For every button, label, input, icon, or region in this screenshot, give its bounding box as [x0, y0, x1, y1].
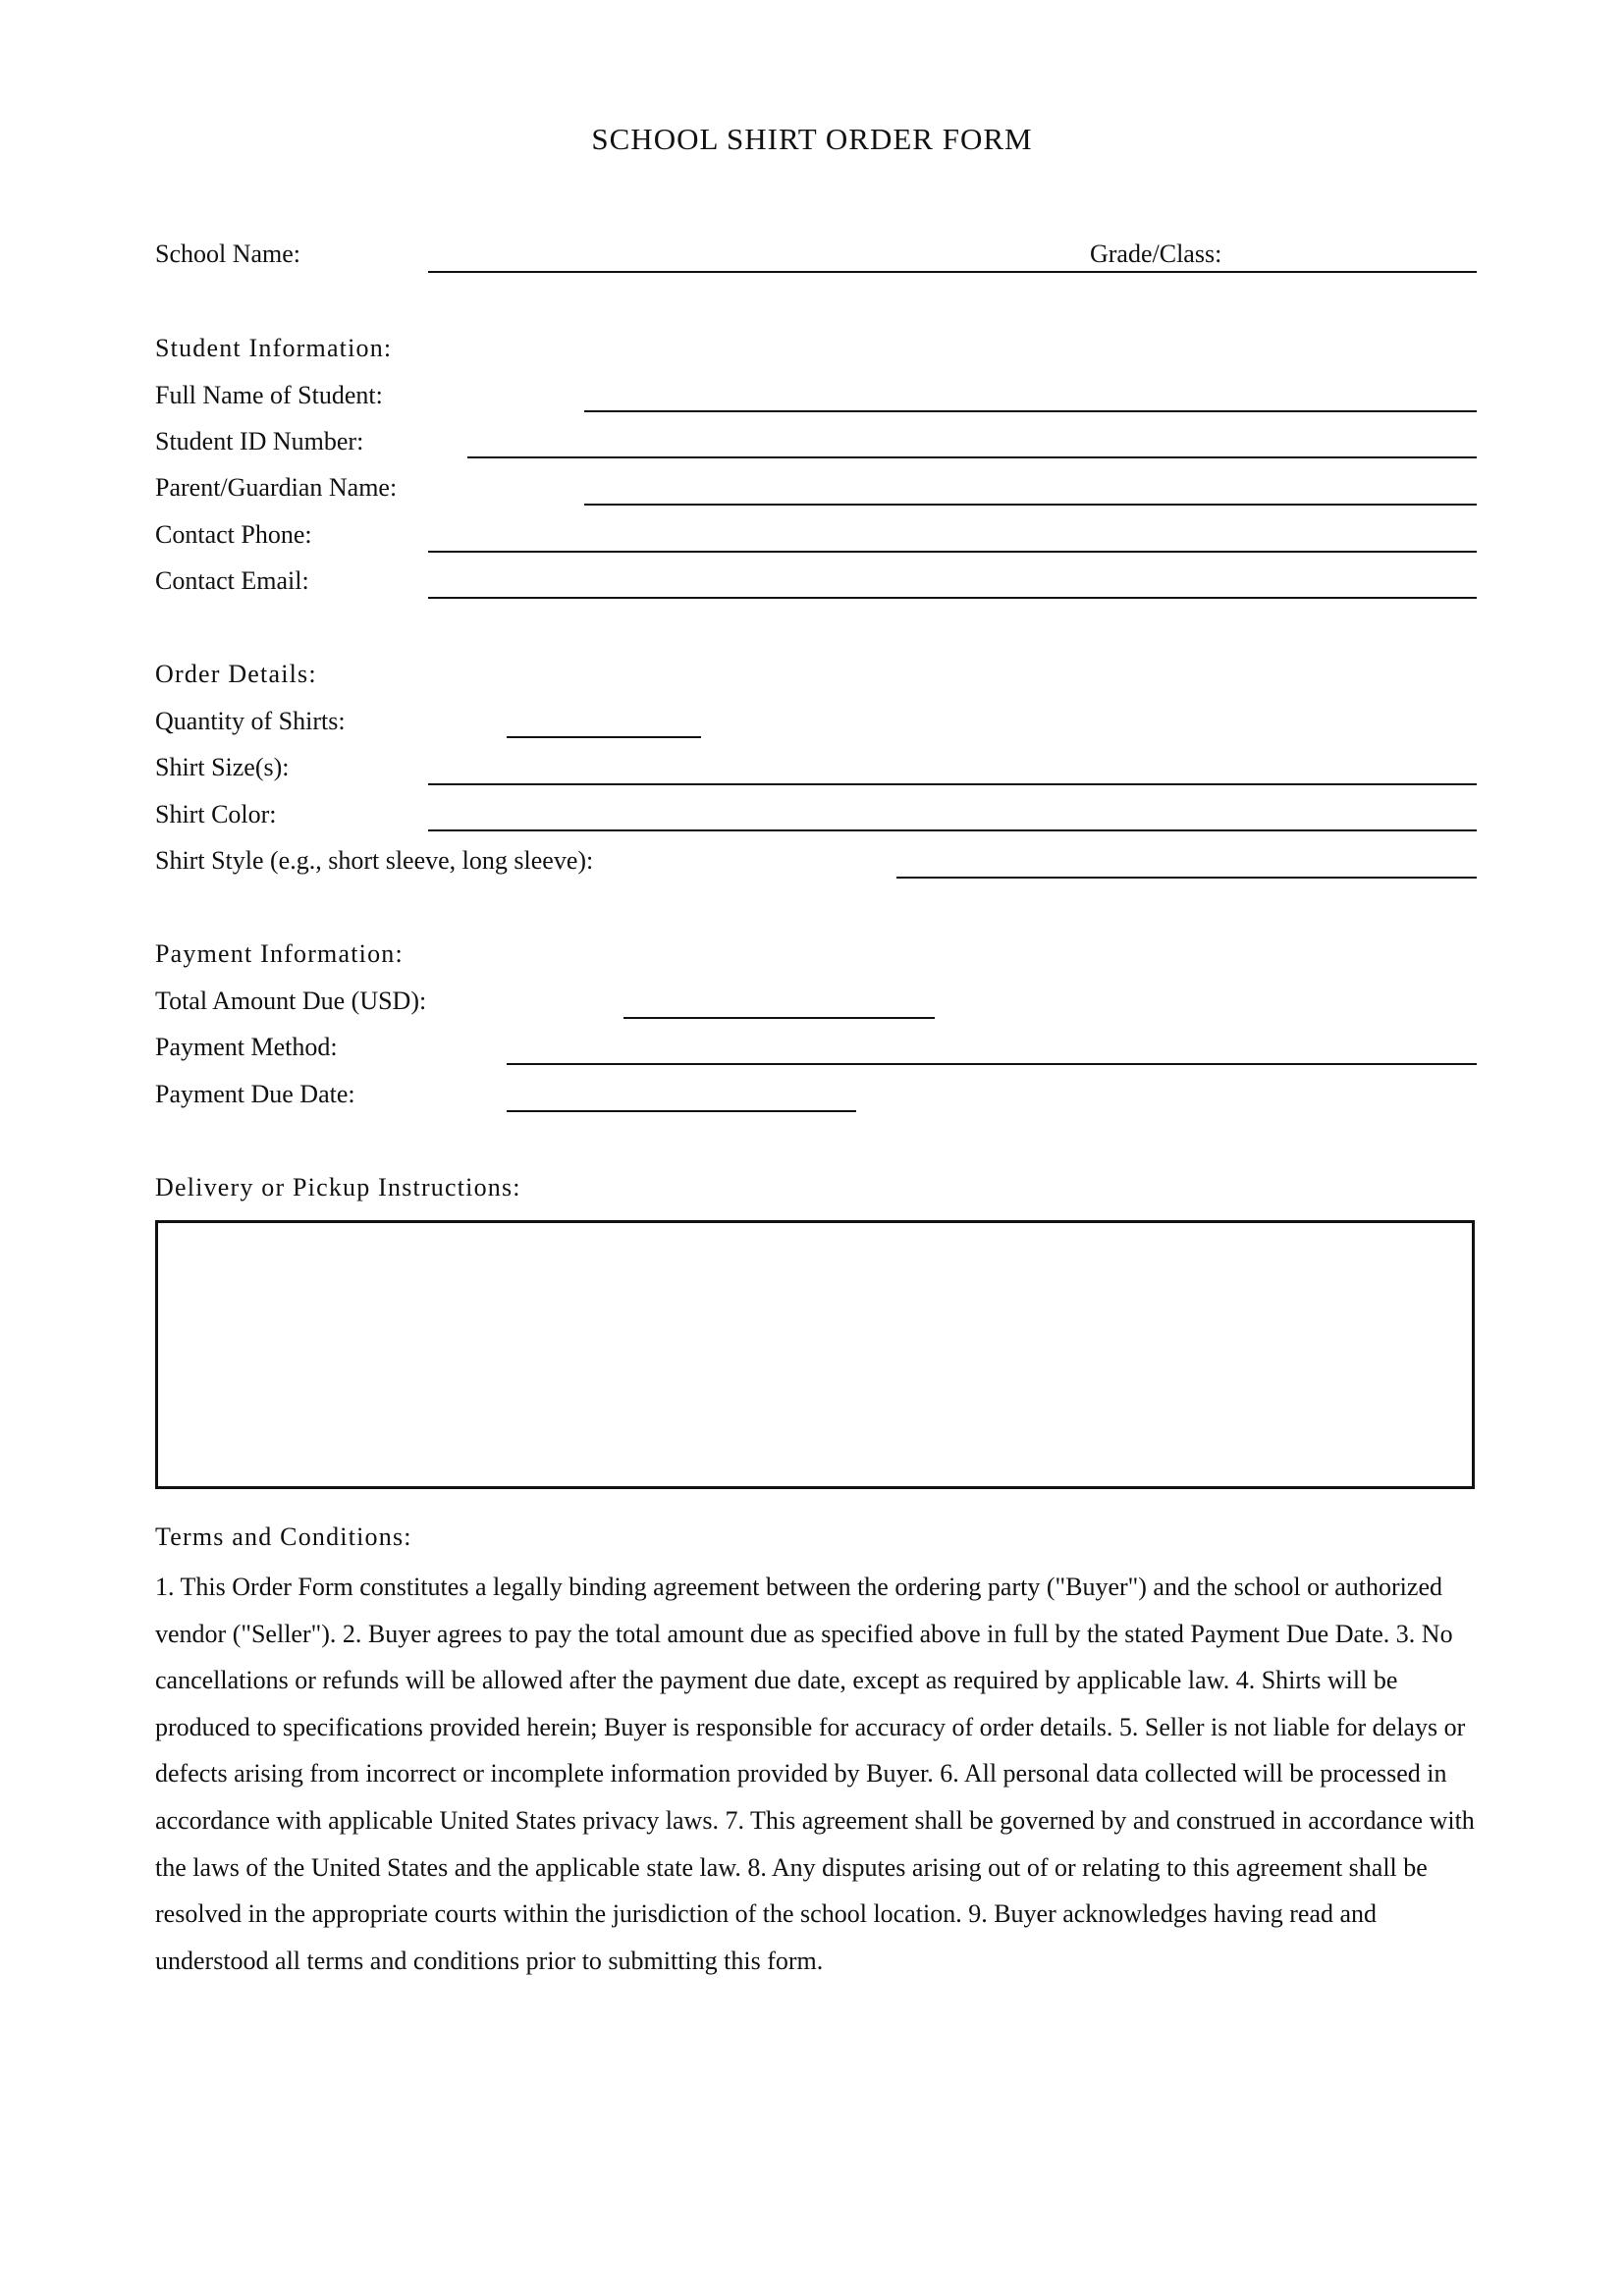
- student-id-label: Student ID Number:: [155, 427, 364, 455]
- delivery-instructions-box[interactable]: [155, 1220, 1475, 1489]
- shirt-size-label: Shirt Size(s):: [155, 753, 290, 781]
- full-name-label: Full Name of Student:: [155, 381, 383, 409]
- quantity-field[interactable]: [507, 736, 701, 738]
- shirt-style-field[interactable]: [896, 877, 1477, 879]
- payment-method-label: Payment Method:: [155, 1033, 338, 1061]
- payment-info-heading: Payment Information:: [155, 939, 404, 968]
- form-title: SCHOOL SHIRT ORDER FORM: [591, 122, 1033, 156]
- shirt-color-field[interactable]: [428, 829, 1477, 831]
- guardian-name-field[interactable]: [584, 504, 1477, 506]
- terms-heading: Terms and Conditions:: [155, 1522, 412, 1551]
- payment-method-field[interactable]: [507, 1063, 1477, 1065]
- guardian-name-label: Parent/Guardian Name:: [155, 473, 398, 502]
- quantity-label: Quantity of Shirts:: [155, 707, 346, 735]
- terms-body: 1. This Order Form constitutes a legally binding agreement between the ordering party ("Buyer") and the school or authorized vendor ("Seller"). 2. Buyer agrees to pay the total amount due as specified above in full by the stated Payment Due Date. 3. No cancellations or refunds will be allowed after the payment due date, except as required by applicable law. 4. Shirts will be produced to specifications provided herein; Buyer is responsible for accuracy of order details. 5. Seller is not liable for delays or defects arising from incorrect or incomplete information provided by Buyer. 6. All personal data collected will be processed in accordance with applicable United States privacy laws. 7. This agreement shall be governed by and construed in accordance with the laws of the United States and the applicable state law. 8. Any disputes arising out of or relating to this agreement shall be resolved in the appropriate courts within the jurisdiction of the school location. 9. Buyer acknowledges having read and understood all terms and conditions prior to submitting this form.: [155, 1573, 1475, 1975]
- payment-due-date-field[interactable]: [507, 1110, 856, 1112]
- delivery-heading: Delivery or Pickup Instructions:: [155, 1173, 521, 1201]
- student-info-heading: Student Information:: [155, 334, 393, 362]
- contact-phone-field[interactable]: [428, 551, 1477, 553]
- contact-phone-label: Contact Phone:: [155, 520, 312, 549]
- total-amount-field[interactable]: [623, 1017, 935, 1019]
- order-details-heading: Order Details:: [155, 660, 317, 688]
- contact-email-label: Contact Email:: [155, 566, 309, 595]
- student-id-field[interactable]: [467, 456, 1477, 458]
- grade-class-label: Grade/Class:: [1090, 240, 1222, 268]
- payment-due-date-label: Payment Due Date:: [155, 1080, 355, 1108]
- contact-email-field[interactable]: [428, 597, 1477, 599]
- shirt-color-label: Shirt Color:: [155, 800, 277, 828]
- full-name-field[interactable]: [584, 410, 1477, 412]
- shirt-style-label: Shirt Style (e.g., short sleeve, long sleeve):: [155, 846, 594, 875]
- school-name-field[interactable]: [428, 271, 1477, 273]
- school-name-label: School Name:: [155, 240, 301, 268]
- total-amount-label: Total Amount Due (USD):: [155, 987, 427, 1015]
- shirt-size-field[interactable]: [428, 783, 1477, 785]
